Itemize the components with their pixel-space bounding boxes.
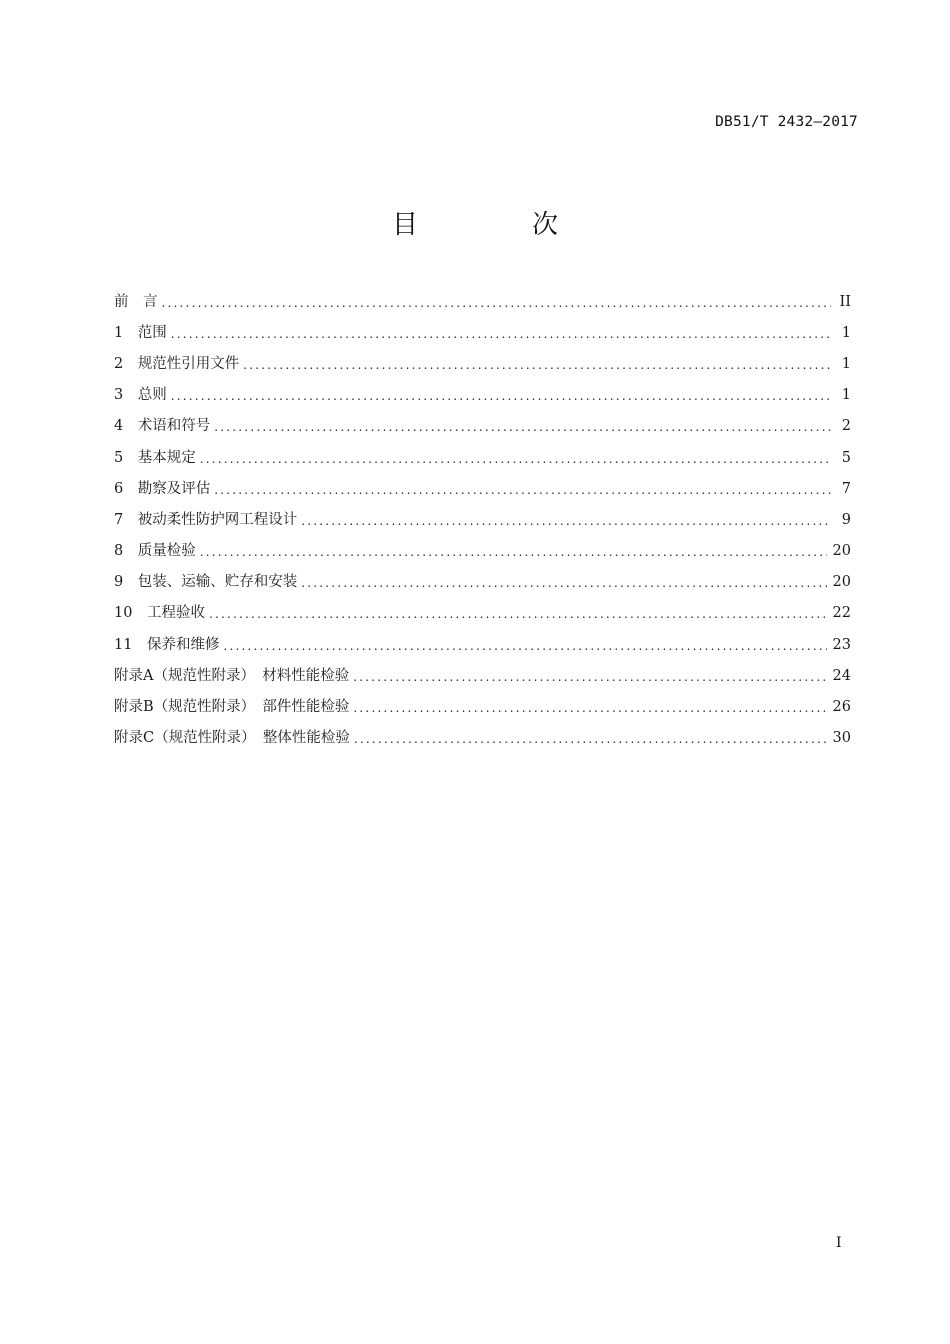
page-number: I <box>836 1235 842 1251</box>
toc-entry-label: 9 包装、运输、贮存和安装 <box>114 574 298 591</box>
toc-entry-terms-symbols[interactable] <box>114 411 851 442</box>
toc-entry-label: 附录C（规范性附录） 整体性能检验 <box>114 730 350 747</box>
toc-dot-leader <box>214 480 831 500</box>
toc-entry-packaging-installation[interactable] <box>114 567 851 598</box>
toc-entry-appendix-c[interactable] <box>114 723 851 754</box>
toc-entry-page: 2 <box>841 418 851 435</box>
toc-entry-label: 1 范围 <box>114 324 167 341</box>
toc-entry-foreword[interactable] <box>114 286 851 317</box>
toc-entry-engineering-design[interactable] <box>114 504 851 535</box>
toc-entry-label: 5 基本规定 <box>114 449 196 466</box>
toc-entry-label: 3 总则 <box>114 387 167 404</box>
toc-entry-page: 22 <box>832 605 851 622</box>
toc-entry-label: 4 术语和符号 <box>114 418 211 435</box>
toc-entry-scope[interactable] <box>114 317 851 348</box>
toc-entry-page: 23 <box>832 636 851 653</box>
toc-dot-leader <box>353 667 826 687</box>
toc-dot-leader <box>223 636 826 656</box>
document-code: DB51/T 2432—2017 <box>715 114 858 130</box>
toc-entry-acceptance[interactable] <box>114 598 851 629</box>
toc-entry-page: 20 <box>832 543 851 560</box>
toc-entry-page: 20 <box>832 574 851 591</box>
toc-dot-leader <box>243 355 831 375</box>
toc-entry-page: 30 <box>832 730 851 747</box>
toc-entry-label: 6 勘察及评估 <box>114 480 211 497</box>
toc-entry-basic-provisions[interactable] <box>114 442 851 473</box>
toc-title: 目 次 <box>391 210 602 240</box>
toc-entry-label: 2 规范性引用文件 <box>114 355 240 372</box>
table-of-contents <box>114 286 851 754</box>
toc-entry-page: 24 <box>832 667 851 684</box>
toc-entry-maintenance[interactable] <box>114 629 851 660</box>
toc-entry-page: 5 <box>841 449 851 466</box>
toc-dot-leader <box>301 511 831 531</box>
toc-entry-page: II <box>839 293 851 310</box>
toc-dot-leader <box>171 386 831 406</box>
toc-dot-leader <box>200 542 827 562</box>
toc-entry-normative-references[interactable] <box>114 348 851 379</box>
toc-dot-leader <box>162 293 832 313</box>
toc-entry-label: 前 言 <box>114 293 158 310</box>
toc-dot-leader <box>200 449 831 469</box>
toc-dot-leader <box>171 324 831 344</box>
toc-entry-label: 8 质量检验 <box>114 543 196 560</box>
toc-entry-label: 附录A（规范性附录） 材料性能检验 <box>114 667 350 684</box>
toc-dot-leader <box>354 729 827 749</box>
toc-entry-appendix-b[interactable] <box>114 691 851 722</box>
toc-entry-page: 1 <box>841 324 851 341</box>
toc-dot-leader <box>209 604 827 624</box>
toc-entry-label: 附录B（规范性附录） 部件性能检验 <box>114 699 350 716</box>
toc-entry-label: 7 被动柔性防护网工程设计 <box>114 511 298 528</box>
toc-entry-page: 9 <box>841 511 851 528</box>
toc-entry-label: 10 工程验收 <box>114 605 205 622</box>
toc-entry-page: 1 <box>841 355 851 372</box>
toc-entry-quality-inspection[interactable] <box>114 536 851 567</box>
toc-entry-survey-assessment[interactable] <box>114 473 851 504</box>
toc-entry-appendix-a[interactable] <box>114 660 851 691</box>
toc-dot-leader <box>353 698 826 718</box>
toc-dot-leader <box>214 417 831 437</box>
toc-entry-page: 7 <box>841 480 851 497</box>
toc-entry-label: 11 保养和维修 <box>114 636 220 653</box>
toc-dot-leader <box>301 573 826 593</box>
toc-entry-page: 26 <box>832 699 851 716</box>
toc-entry-page: 1 <box>841 387 851 404</box>
toc-entry-general[interactable] <box>114 380 851 411</box>
